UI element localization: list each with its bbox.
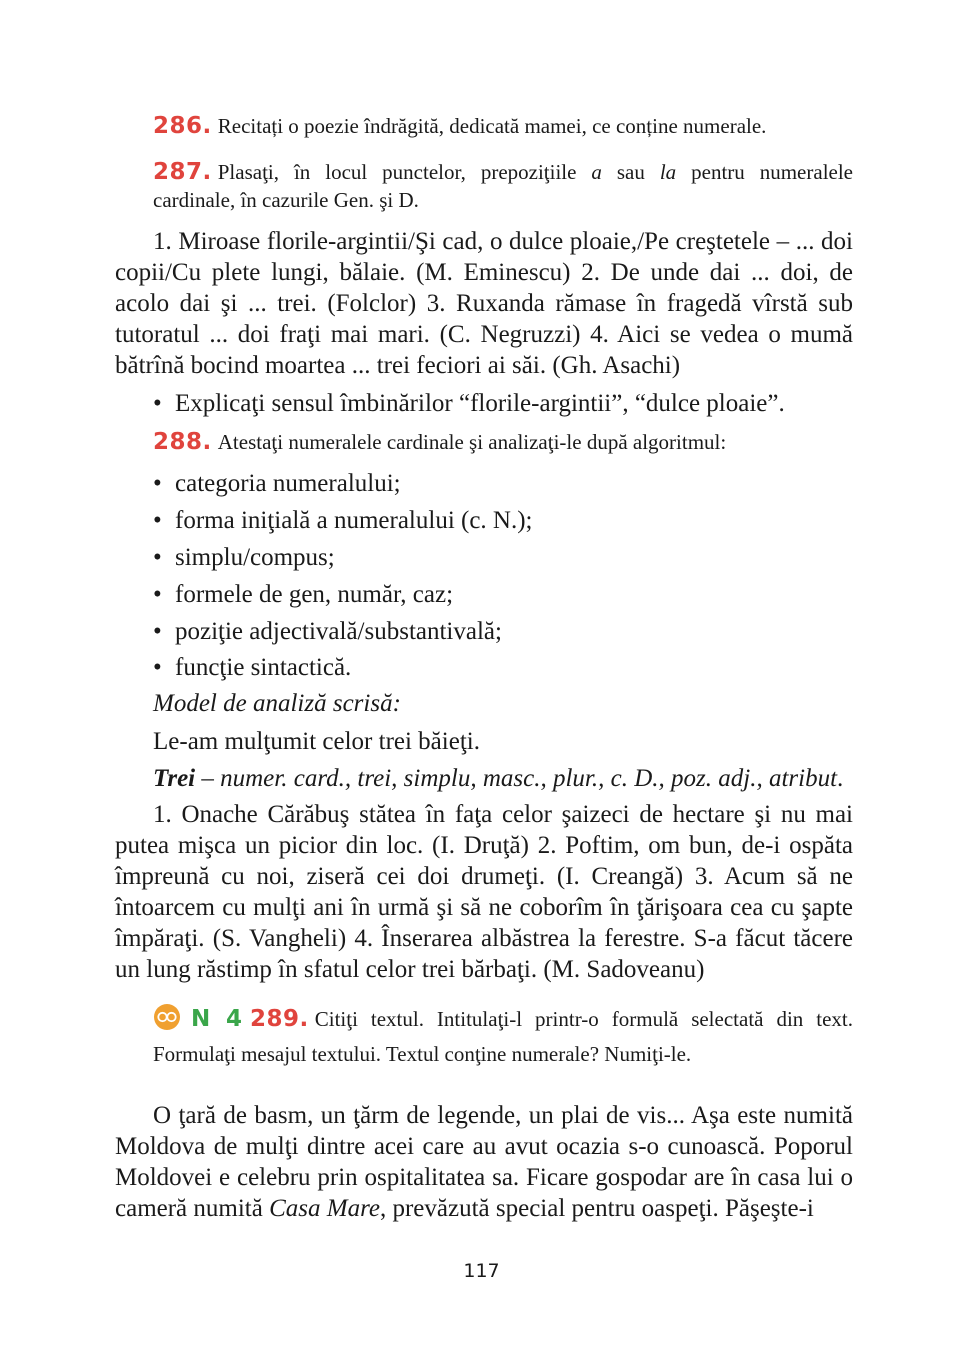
casa-mare: Casa Mare bbox=[269, 1195, 380, 1222]
algorithm-text: simplu/compus; bbox=[175, 544, 335, 571]
bullet-icon: • bbox=[153, 581, 162, 608]
exercise-number: 288. bbox=[153, 429, 212, 455]
algorithm-text: forma iniţială a numeralului (c. N.); bbox=[175, 507, 533, 534]
bullet-icon: • bbox=[153, 654, 162, 681]
preposition-la: la bbox=[659, 160, 677, 184]
pair-work-icon bbox=[153, 1003, 181, 1039]
model-analysis bbox=[153, 763, 843, 794]
text-289 bbox=[115, 1100, 853, 1224]
exercise-288 bbox=[153, 428, 853, 456]
model-analysis-text: – numer. card., trei, simplu, masc., plur., c. D., poz. adj., atribut bbox=[195, 765, 838, 792]
page-number: 117 bbox=[463, 1260, 500, 1282]
algorithm-item bbox=[153, 468, 401, 499]
bullet-icon: • bbox=[153, 618, 162, 645]
exercise-287-sentences: 1. Miroase florile-argintii/Şi cad, o dulce ploaie,/Pe creştetele – ... doi copii/Cu plete lungi, bălaie. (M. Eminescu) 2. De unde dai ... doi, de acolo dai şi ... trei. (Folclor) 3. Ruxanda rămase în fragedă vîrstă sub tutoratul ... doi fraţi mai mari. (C. Negruzzi) 4. Aici se vedea o mumă bătrînă bocind moartea ... trei feciori ai săi. (Gh. Asachi) bbox=[115, 228, 853, 379]
exercise-number: 287. bbox=[153, 159, 212, 185]
bullet-text: Explicaţi sensul îmbinărilor “florile-argintii”, “dulce ploaie”. bbox=[175, 390, 785, 417]
exercise-text: pentru numeralele cardinale, în cazurile Gen. şi D. bbox=[153, 160, 853, 212]
exercise-287 bbox=[153, 158, 853, 214]
level-label: N 4 bbox=[191, 1005, 242, 1032]
model-heading: Model de analiză scrisă: bbox=[153, 690, 401, 717]
text-289-part: O ţară de basm, un ţărm de legende, un plai de vis... Aşa este numită Moldova de mulţi dintre acei care au avut ocazia s-o cunoască. Poporul Moldovei e celebru prin ospitalitatea sa. Ficare gospodar are în casa lui o cameră numită bbox=[115, 1102, 853, 1222]
exercise-number: 289. bbox=[249, 1005, 309, 1032]
text-289-part: , prevăzută special pentru oaspeţi. Păşeşte-i bbox=[379, 1195, 814, 1222]
bullet-icon: • bbox=[153, 470, 162, 497]
model-sentence: Le-am mulţumit celor trei băieţi. bbox=[153, 728, 480, 755]
bullet-explain bbox=[153, 388, 785, 419]
exercise-288-sentences: 1. Onache Cărăbuş stătea în faţa celor şaizeci de hectare şi nu mai putea mişca un picior din loc. (I. Druţă) 2. Poftim, om bun, de-i ospăta împreună cu noi, ziseră cei doi drumeţi. (I. Creangă) 3. Acum să ne întoarcem cu mulţi ani în urmă şi să ne coborîm în ţărişoara cea cu şapte împăraţi. (S. Vangheli) 4. Înserarea albăstrea la ferestre. S-a făcut tăcere un lung răstimp în sfatul celor trei bărbaţi. (M. Sadoveanu) bbox=[115, 801, 853, 983]
bullet-icon: • bbox=[153, 390, 162, 417]
exercise-289 bbox=[153, 1003, 853, 1069]
exercise-text: sau bbox=[601, 160, 660, 184]
algorithm-text: funcţie sintactică. bbox=[175, 654, 352, 681]
algorithm-item bbox=[153, 542, 335, 573]
algorithm-text: categoria numeralului; bbox=[175, 470, 401, 497]
exercise-number: 286. bbox=[153, 113, 212, 139]
model-end: . bbox=[837, 765, 844, 792]
algorithm-item bbox=[153, 652, 351, 683]
exercise-text: Citiţi textul. Intitulaţi-l printr-o formulă selectată din text. Formulaţi mesajul textului. Textul conţine numerale? Numiţi-le. bbox=[153, 1006, 853, 1066]
exercise-286 bbox=[153, 112, 853, 140]
bullet-icon: • bbox=[153, 544, 162, 571]
exercise-text: Atestaţi numeralele cardinale şi analizaţi-le după algoritmul: bbox=[217, 430, 727, 454]
exercise-text: Recitați o poezie îndrăgită, dedicată mamei, ce conține numerale. bbox=[217, 114, 767, 138]
bullet-icon: • bbox=[153, 507, 162, 534]
algorithm-text: poziţie adjectivală/substantivală; bbox=[175, 618, 502, 645]
algorithm-item bbox=[153, 505, 533, 536]
exercise-text: Plasaţi, în locul punctelor, prepoziţiile bbox=[217, 160, 592, 184]
algorithm-item bbox=[153, 616, 502, 647]
algorithm-item bbox=[153, 579, 453, 610]
model-word: Trei bbox=[153, 765, 196, 792]
preposition-a: a bbox=[591, 160, 602, 184]
algorithm-text: formele de gen, număr, caz; bbox=[175, 581, 454, 608]
